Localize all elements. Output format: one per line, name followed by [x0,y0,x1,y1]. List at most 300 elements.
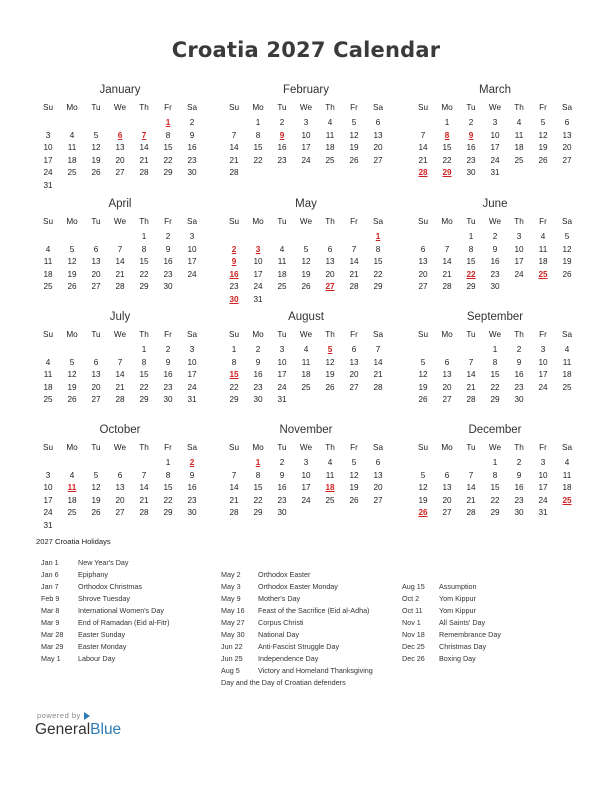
day-cell: 19 [418,495,428,505]
holiday-date: May 9 [221,594,241,603]
day-cell: 31 [538,508,548,518]
weekday-header: We [299,217,313,226]
day-cell: 24 [187,269,197,279]
day-cell: 19 [418,382,428,392]
day-cell: 10 [514,244,524,254]
weekday-header: We [113,103,127,112]
empty-day-cell [318,231,342,244]
day-cell: 28 [139,168,149,178]
day-cell: 9 [165,244,171,254]
empty-day-cell [411,344,435,357]
empty-day-cell [246,231,270,244]
day-cell: 3 [189,232,195,241]
weekday-header: We [488,103,502,112]
day-cell: 27 [115,508,125,518]
day-cell: 11 [562,357,572,367]
holiday-name: Orthodox Easter Monday [258,582,338,591]
holiday-name: Orthodox Christmas [78,582,142,591]
holiday-name: International Women's Day [78,606,164,615]
day-cell: 20 [115,495,125,505]
day-cell: 30 [277,508,287,518]
day-cell: 16 [187,143,197,153]
weekday-header: Tu [277,103,287,112]
day-cell: 19 [91,155,101,165]
day-cell: 23 [163,382,173,392]
day-cell: 17 [43,155,53,165]
day-cell: 20 [442,495,452,505]
day-cell: 14 [466,370,476,380]
empty-day-cell [36,457,60,470]
month-september [411,310,579,407]
day-cell: 29 [490,508,500,518]
day-cell: 30 [253,395,263,405]
holiday-day-cell: 2 [189,458,195,467]
day-cell: 6 [327,244,333,254]
weekday-header: Sa [561,330,572,339]
day-cell: 7 [468,470,474,480]
weekday-header: Fr [350,330,358,339]
day-cell: 10 [43,143,53,153]
empty-day-cell [459,457,483,470]
holiday-date: May 2 [221,570,241,579]
day-cell: 5 [303,244,309,254]
day-cell: 15 [253,143,263,153]
day-cell: 8 [165,470,171,480]
day-cell: 19 [325,370,335,380]
month-days-grid [36,441,204,533]
day-cell: 29 [139,395,149,405]
day-cell: 12 [91,143,101,153]
weekday-header: Tu [277,217,287,226]
day-cell: 6 [117,470,123,480]
day-cell: 14 [229,483,239,493]
weekday-header: Sa [186,443,197,452]
day-cell: 5 [69,244,75,254]
day-cell: 9 [516,470,522,480]
day-cell: 30 [466,168,476,178]
day-cell: 24 [43,508,53,518]
weekday-header: Mo [252,103,264,112]
empty-day-cell [411,117,435,130]
day-cell: 24 [277,382,287,392]
brand-logo[interactable] [35,721,121,739]
holiday-date: Feb 9 [41,594,60,603]
day-cell: 17 [301,143,311,153]
day-cell: 8 [255,130,261,140]
day-cell: 19 [349,143,359,153]
month-name: August [288,311,324,323]
day-cell: 31 [187,395,197,405]
day-cell: 22 [253,155,263,165]
day-cell: 20 [442,382,452,392]
day-cell: 27 [349,382,359,392]
day-cell: 27 [562,155,572,165]
day-cell: 25 [67,508,77,518]
holiday-row [41,641,231,653]
day-cell: 6 [444,470,450,480]
day-cell: 10 [490,130,500,140]
day-cell: 4 [516,118,522,127]
weekday-header: We [488,443,502,452]
day-cell: 7 [231,470,237,480]
day-cell: 14 [139,143,149,153]
day-cell: 11 [301,357,311,367]
month-october [36,423,204,533]
weekday-header: Su [228,103,239,112]
day-cell: 29 [466,282,476,292]
day-cell: 11 [514,130,524,140]
month-march [411,83,579,180]
day-cell: 12 [67,370,77,380]
day-cell: 10 [43,483,53,493]
day-cell: 7 [351,244,357,254]
day-cell: 12 [301,257,311,267]
holiday-date: May 30 [221,630,245,639]
weekday-header: Th [139,103,149,112]
weekday-header: Mo [441,103,453,112]
holiday-row [221,605,411,617]
day-cell: 4 [45,357,51,367]
weekday-header: Mo [66,217,78,226]
month-name: October [99,424,141,436]
day-cell: 26 [325,382,335,392]
day-cell: 2 [279,458,285,467]
day-cell: 7 [117,357,123,367]
day-cell: 30 [187,508,197,518]
day-cell: 12 [91,483,101,493]
holiday-row [402,653,592,665]
holiday-row [402,593,592,605]
holiday-date: Nov 18 [402,630,425,639]
day-cell: 28 [349,282,359,292]
holiday-day-cell: 30 [229,294,239,304]
day-cell: 24 [538,382,548,392]
empty-day-cell [411,457,435,470]
day-cell: 28 [442,282,452,292]
weekday-header: Fr [350,217,358,226]
day-cell: 9 [189,130,195,140]
empty-day-cell [108,457,132,470]
day-cell: 21 [229,495,239,505]
day-cell: 22 [373,269,383,279]
holiday-date: Jan 1 [41,558,59,567]
day-cell: 1 [492,345,498,354]
holiday-date: Mar 8 [41,606,60,615]
day-cell: 6 [375,458,381,467]
month-name: May [295,198,317,210]
day-cell: 21 [466,382,476,392]
day-cell: 13 [373,470,383,480]
holiday-date: Aug 15 [402,582,425,591]
holiday-name: Christmas Day [439,642,487,651]
day-cell: 29 [163,168,173,178]
holiday-row [221,629,411,641]
holiday-row [221,581,411,593]
day-cell: 5 [351,458,357,467]
day-cell: 22 [163,495,173,505]
month-july [36,310,204,407]
day-cell: 2 [165,345,171,354]
day-cell: 18 [67,155,77,165]
holiday-name: Epiphany [78,570,108,579]
day-cell: 30 [514,508,524,518]
weekday-header: Fr [164,330,172,339]
holiday-name: Easter Monday [78,642,127,651]
day-cell: 2 [189,118,195,127]
day-cell: 5 [93,470,99,480]
day-cell: 23 [466,155,476,165]
holiday-day-cell: 1 [255,458,261,467]
holiday-date: Jan 7 [41,582,59,591]
day-cell: 23 [490,269,500,279]
day-cell: 30 [163,282,173,292]
weekday-header: We [488,330,502,339]
weekday-header: Mo [66,103,78,112]
day-cell: 17 [490,143,500,153]
holiday-day-cell: 18 [325,483,335,493]
holiday-name: Easter Sunday [78,630,126,639]
holiday-name: Yom Kippur [439,606,476,615]
holiday-name: Corpus Christi [258,618,304,627]
holiday-name-continuation: Day and the Day of Croatian defenders [221,678,346,687]
holiday-day-cell: 6 [117,130,123,140]
day-cell: 8 [165,130,171,140]
weekday-header: We [299,103,313,112]
holiday-date: Jan 6 [41,570,59,579]
day-cell: 24 [187,382,197,392]
brand-general: General [35,721,91,738]
day-cell: 9 [165,357,171,367]
empty-day-cell [459,344,483,357]
day-cell: 2 [516,458,522,467]
holiday-date: Oct 11 [402,606,423,615]
day-cell: 18 [514,143,524,153]
month-days-grid [36,215,204,294]
holiday-row [221,593,411,605]
holiday-day-cell: 25 [562,495,572,505]
month-name: November [279,424,333,436]
weekday-header: Fr [539,217,547,226]
holiday-day-cell: 15 [229,370,239,380]
weekday-header: Sa [186,330,197,339]
day-cell: 13 [442,370,452,380]
holiday-day-cell: 22 [466,269,476,279]
day-cell: 13 [91,370,101,380]
month-name: February [282,84,330,96]
weekday-header: Su [228,217,239,226]
day-cell: 8 [492,470,498,480]
weekday-header: Mo [252,330,264,339]
day-cell: 31 [277,395,287,405]
weekday-header: Th [514,330,524,339]
weekday-header: Mo [66,330,78,339]
holiday-name: New Year's Day [78,558,129,567]
empty-day-cell [60,344,84,357]
weekday-header: Th [325,217,335,226]
day-cell: 12 [349,130,359,140]
day-cell: 19 [349,483,359,493]
day-cell: 15 [139,257,149,267]
month-december [411,423,579,520]
day-cell: 24 [301,495,311,505]
empty-day-cell [60,117,84,130]
weekday-header: Sa [372,443,383,452]
day-cell: 22 [139,382,149,392]
day-cell: 15 [373,257,383,267]
day-cell: 16 [187,483,197,493]
day-cell: 28 [466,395,476,405]
day-cell: 5 [420,470,426,480]
day-cell: 18 [562,483,572,493]
month-days-grid [222,101,390,180]
holiday-day-cell: 29 [442,168,452,178]
day-cell: 8 [141,244,147,254]
weekday-header: Mo [441,330,453,339]
day-cell: 2 [255,345,261,354]
day-cell: 3 [45,470,51,480]
day-cell: 29 [490,395,500,405]
day-cell: 9 [492,244,498,254]
empty-day-cell [84,344,108,357]
day-cell: 27 [442,395,452,405]
holiday-day-cell: 3 [255,244,261,254]
holiday-date: May 16 [221,606,245,615]
holiday-row [41,617,231,629]
day-cell: 20 [91,382,101,392]
holiday-row [41,569,231,581]
weekday-header: Sa [372,103,383,112]
empty-day-cell [435,344,459,357]
day-cell: 26 [67,395,77,405]
day-cell: 14 [418,143,428,153]
day-cell: 16 [466,143,476,153]
weekday-header: Fr [539,443,547,452]
month-january [36,83,204,193]
holiday-day-cell: 26 [418,508,428,518]
day-cell: 20 [373,483,383,493]
day-cell: 21 [115,269,125,279]
day-cell: 10 [187,357,197,367]
day-cell: 27 [91,282,101,292]
weekday-header: Tu [466,443,476,452]
weekday-header: Su [42,330,53,339]
day-cell: 20 [349,370,359,380]
powered-by-label: powered by [37,711,81,720]
empty-day-cell [84,457,108,470]
day-cell: 14 [349,257,359,267]
day-cell: 10 [301,470,311,480]
weekday-header: Tu [91,330,101,339]
month-name: July [109,311,131,323]
day-cell: 22 [490,495,500,505]
holiday-name: Feast of the Sacrifice (Eid al-Adha) [258,606,370,615]
day-cell: 24 [514,269,524,279]
holiday-row [402,641,592,653]
empty-day-cell [342,231,366,244]
day-cell: 4 [327,458,333,467]
holiday-row [41,605,231,617]
weekday-header: Th [139,217,149,226]
day-cell: 10 [538,357,548,367]
day-cell: 7 [231,130,237,140]
day-cell: 16 [277,483,287,493]
day-cell: 25 [67,168,77,178]
weekday-header: Th [139,443,149,452]
day-cell: 13 [349,357,359,367]
day-cell: 3 [303,118,309,127]
day-cell: 16 [490,257,500,267]
empty-day-cell [132,117,156,130]
weekday-header: Sa [186,103,197,112]
day-cell: 8 [468,244,474,254]
weekday-header: Su [417,443,428,452]
day-cell: 22 [163,155,173,165]
day-cell: 21 [229,155,239,165]
month-name: March [479,84,511,96]
day-cell: 16 [514,370,524,380]
day-cell: 11 [562,470,572,480]
holiday-row [221,641,411,653]
weekday-header: Th [325,103,335,112]
day-cell: 13 [373,130,383,140]
day-cell: 9 [189,470,195,480]
holiday-name: Remembrance Day [439,630,501,639]
day-cell: 15 [163,483,173,493]
day-cell: 24 [301,155,311,165]
weekday-header: Mo [66,443,78,452]
day-cell: 10 [187,244,197,254]
holiday-day-cell: 1 [375,232,381,241]
day-cell: 23 [163,269,173,279]
day-cell: 4 [564,345,570,354]
month-april [36,197,204,294]
weekday-header: Su [417,217,428,226]
weekday-header: Th [139,330,149,339]
day-cell: 6 [375,118,381,127]
day-cell: 22 [253,495,263,505]
empty-day-cell [222,457,246,470]
holidays-heading: 2027 Croatia Holidays [36,537,111,546]
holiday-name: End of Ramadan (Eid al-Fitr) [78,618,170,627]
day-cell: 12 [418,483,428,493]
day-cell: 5 [564,232,570,241]
day-cell: 17 [43,495,53,505]
day-cell: 1 [165,458,171,467]
holiday-name: Yom Kippur [439,594,476,603]
day-cell: 29 [253,508,263,518]
day-cell: 10 [277,357,287,367]
day-cell: 3 [303,458,309,467]
holiday-row [41,653,231,665]
holiday-row [41,593,231,605]
day-cell: 17 [301,483,311,493]
day-cell: 1 [141,345,147,354]
month-days-grid [36,328,204,407]
day-cell: 11 [43,257,53,267]
day-cell: 2 [165,232,171,241]
day-cell: 3 [516,232,522,241]
day-cell: 23 [514,495,524,505]
weekday-header: Mo [252,217,264,226]
weekday-header: Sa [186,217,197,226]
day-cell: 4 [303,345,309,354]
day-cell: 27 [115,168,125,178]
month-name: June [482,198,508,210]
holiday-name: Victory and Homeland Thanksgiving [258,666,373,675]
day-cell: 23 [514,382,524,392]
day-cell: 4 [69,130,75,140]
day-cell: 28 [373,382,383,392]
